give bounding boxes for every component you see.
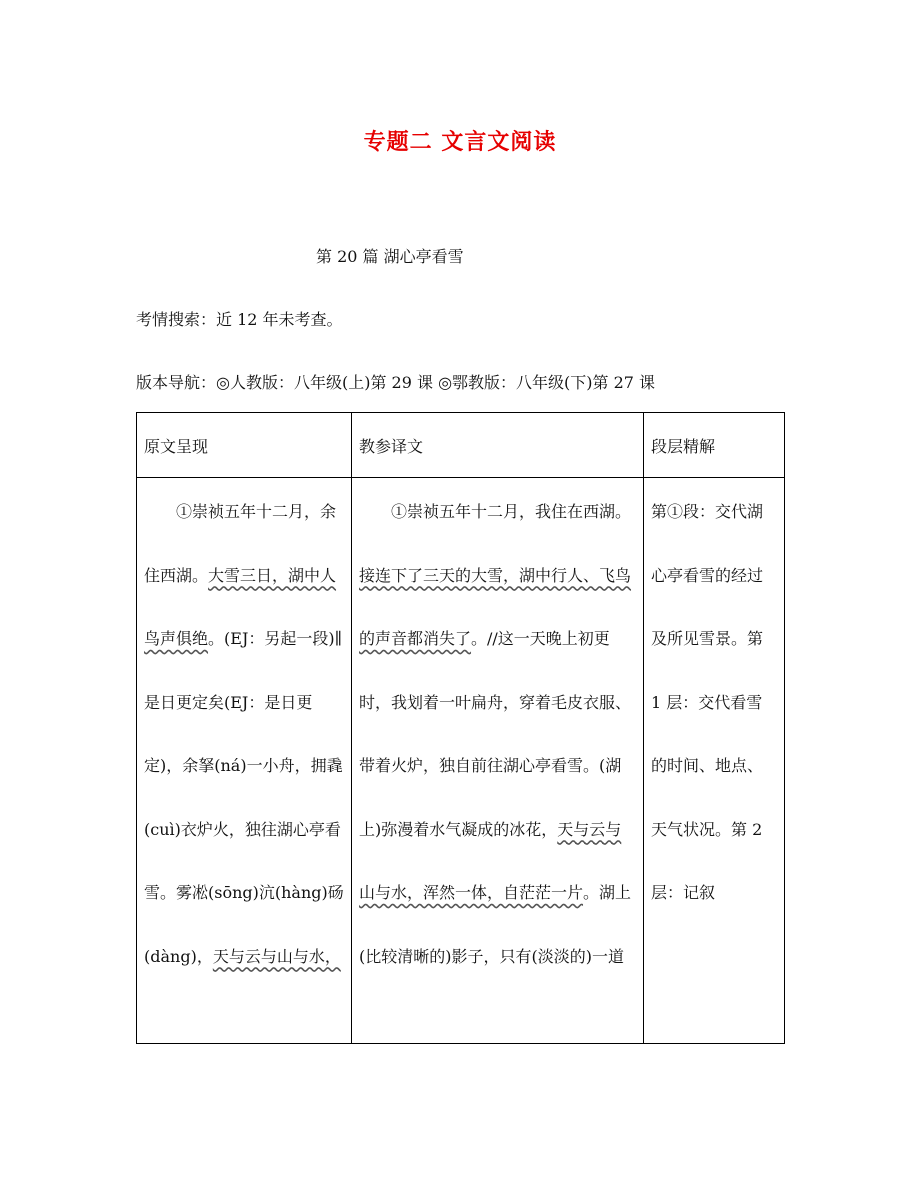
lesson-title: 第 20 篇 湖心亭看雪	[316, 247, 464, 266]
original-text-4: 天与云与山与水，	[212, 946, 341, 966]
page-title: 专题二 文言文阅读	[363, 129, 557, 155]
header-analysis: 段层精解	[644, 413, 785, 478]
analysis-text-3: 第 2 层：记叙	[651, 819, 763, 902]
translation-text-cell	[352, 478, 644, 1044]
table-header-row	[137, 413, 785, 478]
translation-text-2: 接连下了三天的大雪，湖中行人、飞鸟的声音都消失了	[359, 565, 632, 648]
original-text-cell	[137, 478, 352, 1044]
analysis-text-1: 第①段：交代湖心亭看雪的经过及所见雪景。	[651, 502, 764, 648]
original-text-1: ①崇祯五年十二月，余住西湖。	[144, 502, 337, 585]
table-row	[137, 478, 785, 1044]
translation-text-1: ①崇祯五年十二月，我住在西湖。	[391, 502, 632, 521]
header-translation: 教参译文	[352, 413, 644, 478]
translation-text-4: 天与云与山与水，浑然一体，自茫茫一片	[359, 819, 622, 902]
version-info: 版本导航：◎人教版：八年级(上)第 29 课 ◎鄂教版：八年级(下)第 27 课	[136, 373, 656, 392]
translation-text-3: 。//这一天晚上初更时，我划着一叶扁舟，穿着毛皮衣服、带着火炉，独自前往湖心亭看雪。(湖上)弥漫着水气凝成的冰花，	[359, 629, 632, 839]
original-text-2: 大雪三日，湖中人鸟声俱绝	[144, 565, 337, 648]
analysis-text-cell	[644, 478, 785, 1044]
original-text-3: 。(EJ：另起一段)∥是日更定矣(EJ：是日更定)，余拏(ná)一小舟，拥毳(cuì)衣炉火，独往湖心亭看雪。雾凇(sōng)沆(hàng)砀(dàng)，	[144, 629, 344, 966]
exam-info: 考情搜索：近 12 年未考查。	[136, 310, 343, 329]
translation-text-5: 。湖上(比较清晰的)影子，只有(淡淡的)一道	[359, 883, 632, 966]
reading-table	[136, 412, 785, 1044]
header-original: 原文呈现	[137, 413, 352, 478]
analysis-text-2: 第 1 层：交代看雪的时间、地点、天气状况。	[651, 629, 764, 839]
